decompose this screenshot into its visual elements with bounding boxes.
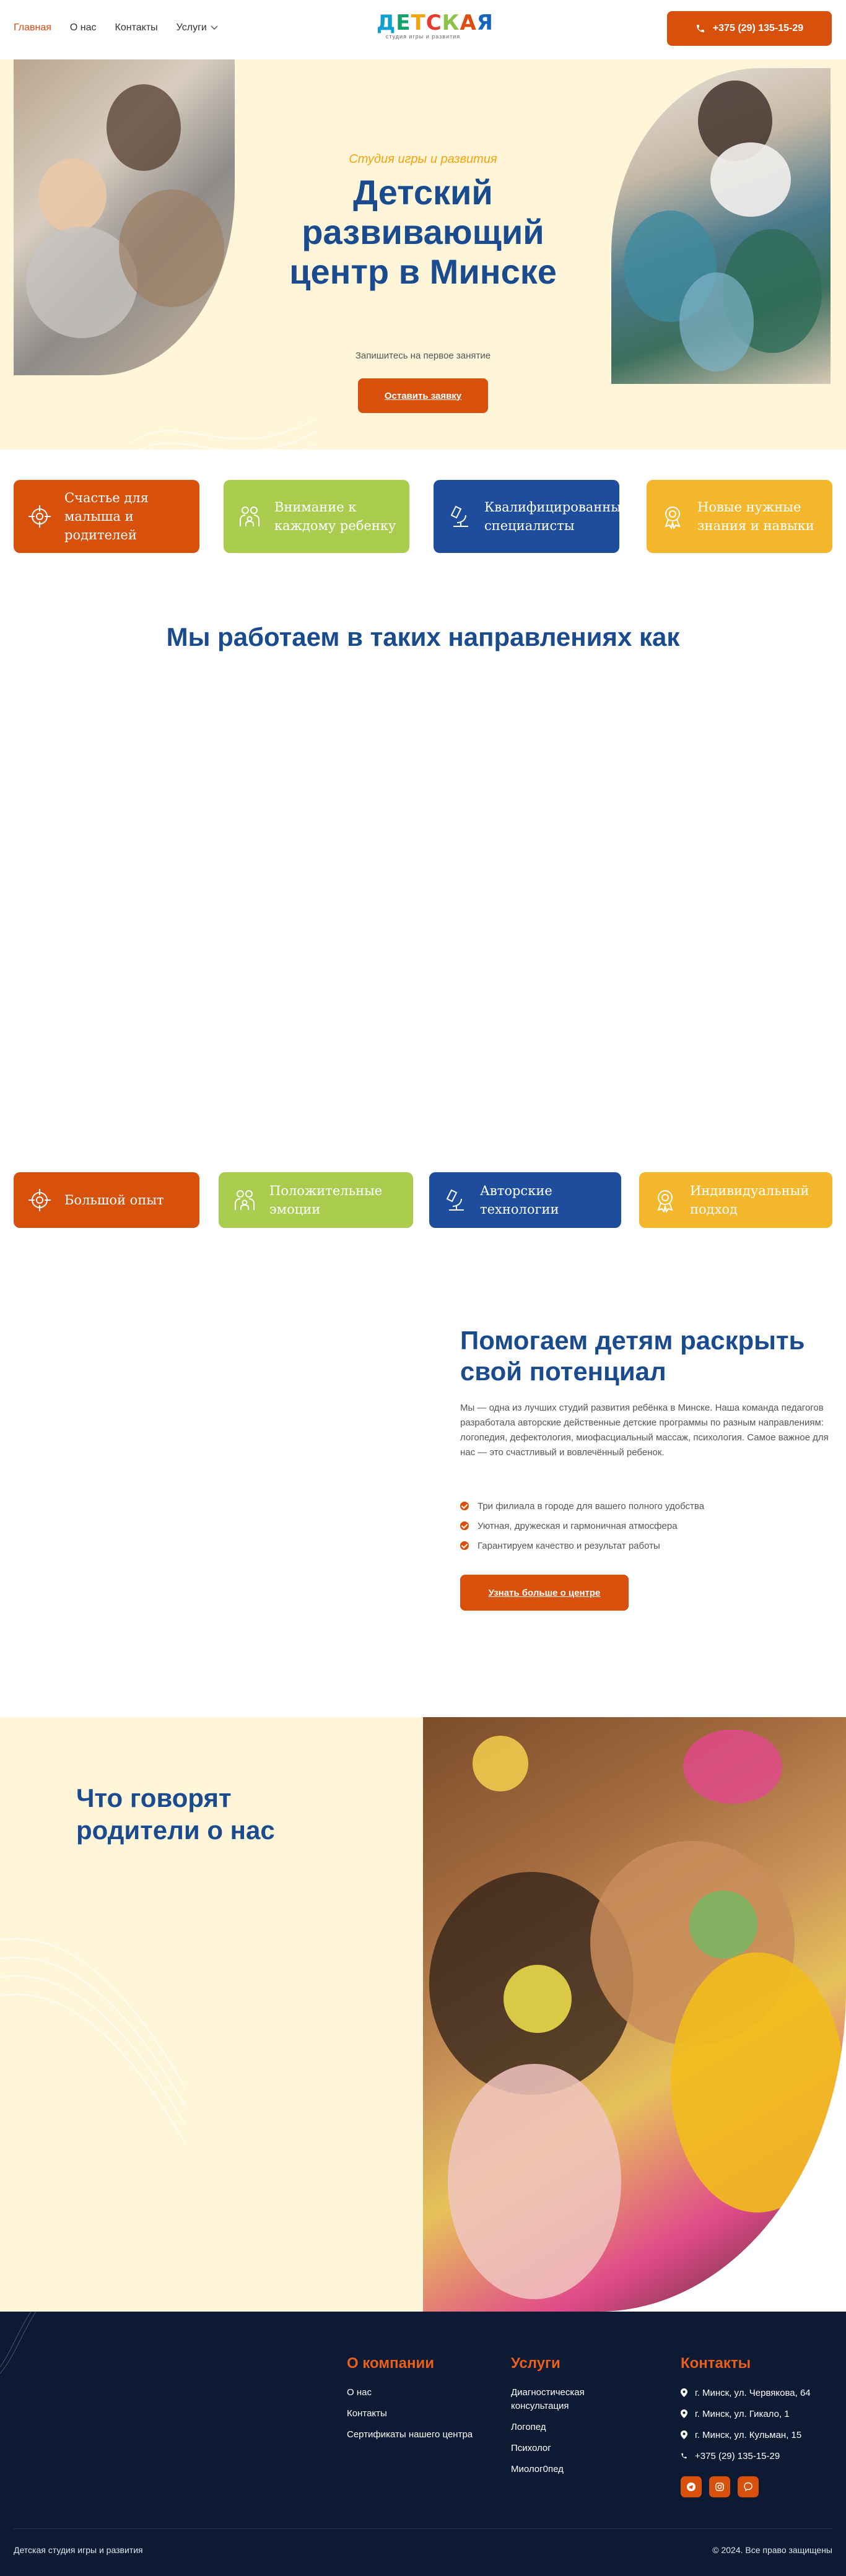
features-bottom [14,1172,832,1228]
footer-link-diagnostics[interactable]: Диагностическая консультация [511,2387,585,2411]
target-icon [27,1188,52,1212]
check-icon [460,1502,469,1510]
footer-link-myologopedist[interactable]: Миолог0пед [511,2464,564,2474]
feature-card [429,1172,621,1228]
hero-tagline: Студия игры и развития [349,152,497,166]
location-pin-icon [681,2409,687,2418]
footer-contacts-list [681,2386,811,2470]
decorative-wave-icon [0,2312,37,2380]
logo-subtitle: студия игры и развития [385,33,461,40]
nav-services[interactable] [177,22,218,33]
social-links [681,2476,759,2497]
footer-link-about[interactable]: О нас [347,2387,372,2398]
nav-contacts[interactable]: Контакты [115,22,158,33]
about-list [460,1496,832,1556]
decorative-wave-icon [0,1903,186,2213]
feature-card [224,480,409,553]
feature-label: Авторские технологии [480,1183,559,1217]
nav-home[interactable]: Главная [14,22,51,33]
site-footer [0,2312,846,2576]
feature-label: Новые нужные знания и навыки [697,500,814,533]
hero-section [0,59,846,450]
check-icon [460,1521,469,1530]
list-item: Уютная, дружеская и гармоничная атмосфера [460,1516,832,1536]
medal-icon [660,504,685,529]
main-nav [14,22,218,33]
decorative-wave-icon [130,369,316,450]
phone-button-label: +375 (29) 135-15-29 [712,23,804,33]
feature-label: Большой опыт [64,1193,164,1208]
phone-icon [696,24,705,33]
phone-icon [681,2452,687,2460]
request-button[interactable]: Оставить заявку [358,378,488,413]
viber-icon [743,2482,753,2492]
footer-link-contacts[interactable]: Контакты [347,2408,387,2419]
footer-brand: Детская студия игры и развития [14,2545,143,2555]
directions-title: Мы работаем в таких направлениях как [166,622,680,651]
features-top [14,480,832,553]
footer-contacts-title: Контакты [681,2355,751,2372]
footer-services-links [511,2386,622,2484]
address-item: г. Минск, ул. Кульман, 15 [681,2428,811,2442]
logo[interactable] [377,11,494,40]
footer-link-certificates[interactable]: Сертификаты нашего центра [347,2429,473,2440]
address-item: г. Минск, ул. Гикало, 1 [681,2407,811,2421]
logo-word: ДЕТСКАЯ [377,11,494,35]
feature-card [219,1172,413,1228]
microscope-icon [447,504,472,529]
location-pin-icon [681,2388,687,2397]
footer-company-links [347,2386,508,2449]
footer-divider [14,2528,832,2529]
learn-more-button[interactable]: Узнать больше о центре [460,1575,629,1611]
family-icon [237,504,262,529]
hero-subtitle: Запишитесь на первое занятие [355,350,491,361]
footer-phone[interactable]: +375 (29) 135-15-29 [681,2449,811,2463]
list-item: Гарантируем качество и результат работы [460,1536,832,1556]
feature-label: Счастье для малыша и родителей [64,490,149,542]
social-telegram[interactable] [681,2476,702,2497]
footer-company-title: О компании [347,2355,434,2372]
instagram-icon [715,2482,725,2492]
social-instagram[interactable] [709,2476,730,2497]
hero-photo-right [611,68,831,384]
family-icon [232,1188,257,1212]
footer-link-psychologist[interactable]: Психолог [511,2443,551,2453]
telegram-icon [686,2482,696,2492]
address-item: г. Минск, ул. Червякова, 64 [681,2386,811,2400]
location-pin-icon [681,2430,687,2439]
chevron-down-icon [211,25,218,30]
medal-icon [653,1188,678,1212]
feature-card [14,480,199,553]
nav-services-label: Услуги [176,22,207,33]
target-icon [27,504,52,529]
list-item: Три филиала в городе для вашего полного удобства [460,1496,832,1516]
nav-about[interactable]: О нас [69,22,97,33]
footer-copyright: © 2024. Все право защищены [712,2545,832,2555]
hero-title: Детский развивающий центр в Минске [289,173,557,291]
reviews-title: Что говорят родители о нас [76,1783,275,1845]
about-title: Помогаем детям раскрыть свой потенциал [460,1326,805,1386]
hero-photo-left [14,59,235,375]
reviews-section [0,1717,846,2312]
feature-card [639,1172,832,1228]
reviews-photo [423,1717,846,2312]
phone-button[interactable] [667,11,832,46]
about-text: Мы — одна из лучших студий развития ребёнка в Минске. Наша команда педагогов разработала авторские действенные детские программы по разным направлениям: логопедия, дефектология, миофасциальный массаж, психология. Самое важное для нас — это счастливый и вовлечённый ребенок. [460,1403,829,1458]
feature-card [434,480,629,553]
feature-label: Квалифицированные специалисты [484,500,629,533]
footer-services-title: Услуги [511,2355,560,2372]
feature-card [647,480,832,553]
reviews-panel [0,1717,423,2312]
feature-label: Внимание к каждому ребенку [274,500,396,533]
check-icon [460,1541,469,1550]
feature-label: Положительные эмоции [269,1183,383,1217]
feature-card [14,1172,199,1228]
site-header [0,0,846,59]
feature-label: Индивидуальный подход [690,1183,809,1217]
footer-link-speech[interactable]: Логопед [511,2422,546,2432]
social-viber[interactable] [738,2476,759,2497]
microscope-icon [443,1188,468,1212]
